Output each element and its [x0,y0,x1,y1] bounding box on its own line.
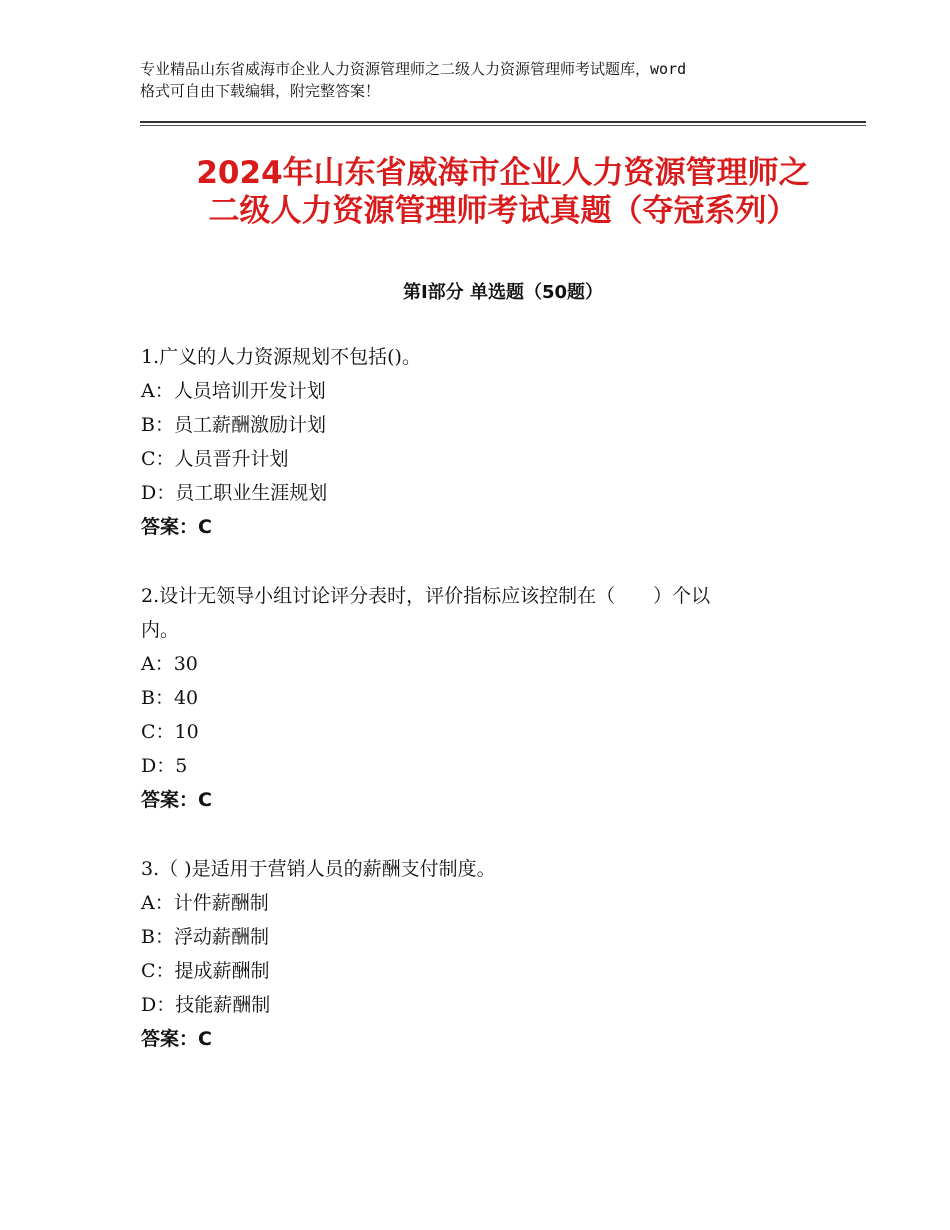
question-1 [141,340,821,544]
question-stem: 3.（ )是适用于营销人员的薪酬支付制度。 [141,858,496,880]
option-c: C：人员晋升计划 [141,448,289,470]
section-title: 第Ⅰ部分 单选题（50题） [402,282,603,303]
header-note-line-2: 格式可自由下载编辑，附完整答案！ [140,82,381,100]
document-title [140,154,866,230]
option-b: B：40 [141,687,199,709]
question-stem: 1.广义的人力资源规划不包括()。 [141,346,421,368]
option-a: A：人员培训开发计划 [141,380,326,402]
header-note-line-1: 专业精品山东省威海市企业人力资源管理师之二级人力资源管理师考试题库，word [140,60,687,78]
option-d: D：5 [141,755,188,777]
option-a: A：计件薪酬制 [141,892,269,914]
answer: 答案：C [141,516,212,538]
answer: 答案：C [141,1028,212,1050]
header-divider-thin [140,125,866,126]
document-title-line-1: 2024年山东省威海市企业人力资源管理师之 [196,155,810,191]
option-a: A：30 [141,653,198,675]
question-stem-line-1: 2.设计无领导小组讨论评分表时，评价指标应该控制在（ ）个以 [141,585,711,607]
option-b: B：浮动薪酬制 [141,926,269,948]
question-3 [141,852,821,1056]
option-c: C：提成薪酬制 [141,960,270,982]
question-2 [141,579,821,817]
option-b: B：员工薪酬激励计划 [141,414,326,436]
option-d: D：技能薪酬制 [141,994,271,1016]
option-c: C：10 [141,721,199,743]
header-divider-thick [140,121,866,123]
header-note [140,58,830,102]
answer: 答案：C [141,789,212,811]
document-title-line-2: 二级人力资源管理师考试真题（夺冠系列） [208,193,798,229]
question-stem-line-2: 内。 [141,619,180,641]
option-d: D：员工职业生涯规划 [141,482,328,504]
